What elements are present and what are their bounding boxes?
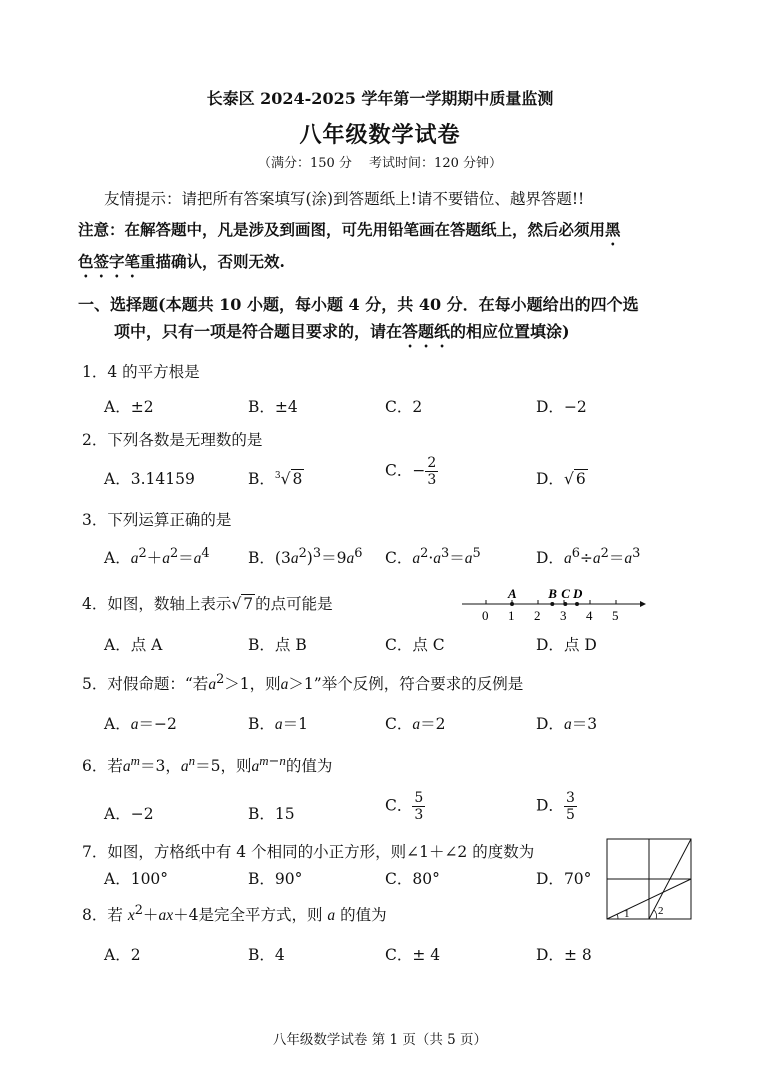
q6-option-c: C． $\frac{5}{3}$	[385, 790, 424, 824]
q5-option-d: D．a＝3	[536, 715, 598, 733]
q3-option-d: D．$a^6\div a^2=a^3$	[536, 546, 641, 568]
q2-option-a: A．3.14159	[104, 470, 195, 488]
axis-tick-label: 5	[612, 608, 619, 623]
exam-subtitle: （满分：150 分 考试时间：120 分钟）	[257, 156, 503, 171]
q7-option-b: B．90°	[248, 870, 303, 888]
q3-option-b: B．$(3a^2)^3=9a^6$	[248, 546, 363, 568]
number-line-figure	[458, 582, 648, 626]
axis-point-label: D	[573, 586, 583, 601]
q2-option-d: D．√ 6	[536, 470, 586, 488]
section1-heading: 一、选择题(本题共 10 小题，每小题 4 分，共 40 分．在每小题给出的四个选	[78, 295, 639, 314]
exam-title-line1: 长泰区 2024-2025 学年第一学期期中质量监测	[206, 89, 554, 108]
note-line2: 色签字笔重描确认，否则无效.	[78, 252, 285, 271]
q3-option-a: A．$a^2+a^2=a^4$	[104, 546, 210, 568]
axis-tick-label: 4	[586, 608, 593, 623]
axis-point	[510, 602, 514, 606]
axis-point	[575, 602, 579, 606]
axis-point-label: A	[508, 586, 517, 601]
axis-tick-label: 3	[560, 608, 567, 623]
q6-option-d: D． $\frac{3}{5}$	[536, 790, 575, 824]
q7-option-a: A．100°	[104, 870, 169, 888]
q8-option-a: A．2	[104, 946, 141, 964]
angle-2-label: 2	[658, 905, 664, 917]
q4-option-c: C．点 C	[385, 636, 445, 654]
q3-option-c: C．$a^2\cdot a^3=a^5$	[385, 546, 481, 568]
axis-tick-label: 0	[482, 608, 489, 623]
q7-option-c: C．80°	[385, 870, 440, 888]
q1-option-c: C．2	[385, 398, 423, 416]
axis-tick-label: 2	[534, 608, 541, 623]
q5-option-a: A．a＝−2	[104, 715, 177, 733]
q4-option-b: B．点 B	[248, 636, 307, 654]
axis-point	[563, 602, 567, 606]
q2-option-b: B．$^3$√ 8	[248, 470, 303, 488]
axis-tick-label: 1	[508, 608, 515, 623]
q2-option-c: C．− $\frac{2}{3}$	[385, 455, 437, 489]
question-7: 7．如图，方格纸中有 4 个相同的小正方形，则∠1＋∠2 的度数为	[82, 843, 535, 861]
grid-angle-figure	[604, 836, 694, 920]
q8-option-d: D．± 8	[536, 946, 592, 964]
question-5: 5．对假命题：“若$a^2>1$，则a＞1”举个反例，符合要求的反例是	[82, 672, 524, 694]
q5-option-c: C．a＝2	[385, 715, 446, 733]
axis-point	[550, 602, 554, 606]
exam-title: 八年级数学试卷	[299, 122, 461, 148]
note-line1: 注意：在解答题中，凡是涉及到画图，可先用铅笔画在答题纸上，然后必须用黑	[78, 220, 621, 239]
page-footer: 八年级数学试卷 第 1 页（共 5 页）	[272, 1032, 488, 1048]
q1-option-b: B．±4	[248, 398, 298, 416]
q1-option-d: D．−2	[536, 398, 587, 416]
axis-point-label: B	[548, 586, 557, 601]
q6-option-a: A．−2	[104, 805, 154, 823]
question-8: 8．若 $x^2+ax+4$是完全平方式，则 a 的值为	[82, 903, 387, 925]
q8-option-b: B．4	[248, 946, 285, 964]
q8-option-c: C．± 4	[385, 946, 441, 964]
question-6: 6．若$a^m=3$，$a^n=5$，则$a^{m-n}$的值为	[82, 753, 333, 776]
q6-option-b: B．15	[248, 805, 295, 823]
question-3: 3．下列运算正确的是	[82, 511, 232, 529]
q4-option-a: A．点 A	[104, 636, 163, 654]
angle-1-label: 1	[624, 908, 630, 920]
question-1: 1．4 的平方根是	[82, 363, 200, 381]
question-2: 2．下列各数是无理数的是	[82, 431, 263, 449]
section1-heading-cont: 项中，只有一项是符合题目要求的，请在答题纸的相应位置填涂)	[114, 322, 570, 341]
q5-option-b: B．a＝1	[248, 715, 309, 733]
q1-option-a: A．±2	[104, 398, 154, 416]
q4-option-d: D．点 D	[536, 636, 597, 654]
friendly-tip: 友情提示：请把所有答案填写(涂)到答题纸上!请不要错位、越界答题!!	[104, 190, 585, 208]
q7-option-d: D．70°	[536, 870, 592, 888]
axis-point-label: C	[561, 586, 570, 601]
question-4: 4．如图，数轴上表示√ 7 的点可能是	[82, 595, 333, 613]
